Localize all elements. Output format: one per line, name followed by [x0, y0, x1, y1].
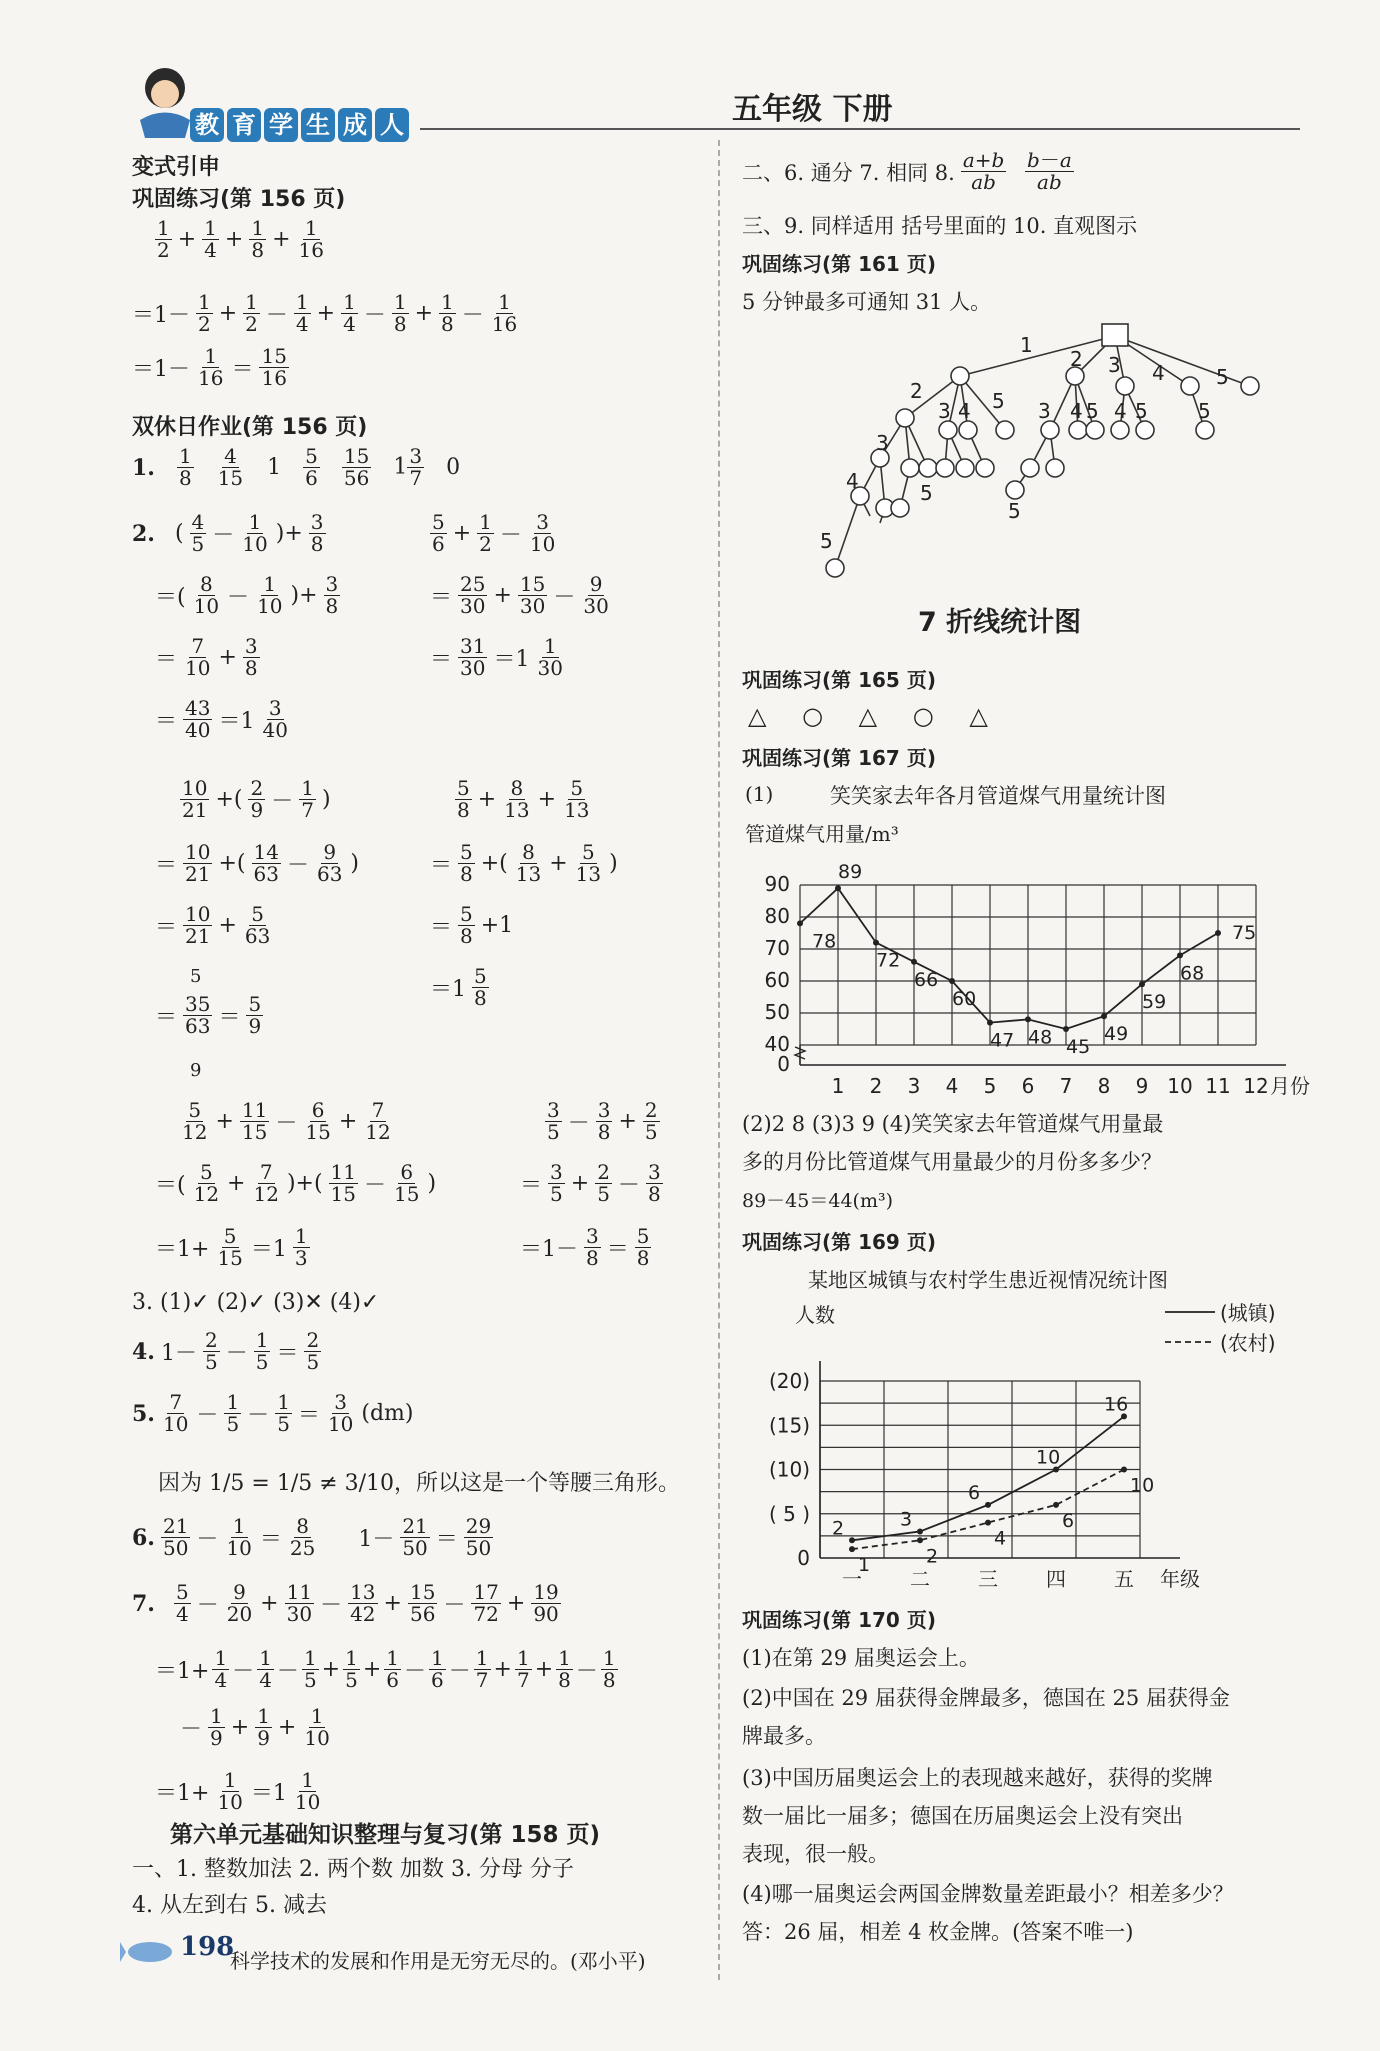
answer-line: 答：26 届，相差 4 枚金牌。(答案不唯一) [742, 1920, 1134, 1944]
y-tick-label: 0 [797, 1546, 810, 1570]
data-point [1101, 1013, 1107, 1019]
math-line: ＝ $\frac{3}{5}$ + $\frac{2}{5}$ － $\frac{3}{8}$ [520, 1160, 661, 1206]
shape-answers: △ ○ △ ○ △ [748, 702, 1002, 730]
data-label: 49 [1104, 1023, 1129, 1046]
math-line: ＝1 $\frac{5}{8}$ [430, 964, 487, 1010]
data-label: 10 [1036, 1446, 1061, 1469]
notification-tree-diagram [780, 318, 1260, 588]
x-tick-label: 3 [907, 1074, 921, 1098]
data-label: 3 [900, 1508, 913, 1531]
tree-label: 5 [820, 529, 833, 553]
tree-label: 4 [958, 399, 971, 423]
cancel-note: 9 [190, 1060, 202, 1081]
section-title: 巩固练习(第 169 页) [742, 1230, 936, 1254]
data-label: 16 [1104, 1393, 1129, 1416]
y-tick-label: (20) [768, 1369, 810, 1393]
page-number: 198 [180, 1932, 235, 1962]
data-label: 48 [1028, 1026, 1053, 1049]
x-tick-label: 2 [869, 1074, 883, 1098]
y-tick-label: 40 [764, 1032, 790, 1056]
x-tick-label: 5 [983, 1074, 997, 1098]
data-label: 66 [914, 968, 939, 991]
answer-line: (2)中国在 29 届获得金牌最多，德国在 25 届获得金 [742, 1686, 1230, 1710]
data-point [949, 978, 955, 984]
y-tick-label: (15) [768, 1413, 810, 1438]
data-label: 45 [1066, 1036, 1091, 1058]
data-point [1139, 981, 1145, 987]
data-point [797, 920, 803, 926]
data-point [1177, 952, 1183, 958]
y-tick-label: 90 [764, 872, 790, 896]
math-line: ＝ $\frac{10}{21}$ + $\frac{5}{63}$ [155, 902, 271, 948]
data-point [1053, 1502, 1059, 1508]
math-line: $\frac{1}{2}$ + $\frac{1}{4}$ + $\frac{1}{8}$ + $\frac{1}{16}$ [157, 216, 324, 262]
grade-label: 五年级 下册 [732, 92, 893, 127]
tree-label: 3 [1038, 399, 1051, 423]
data-label: 6 [968, 1481, 981, 1504]
gas-usage-line-chart [750, 850, 1320, 1100]
y-tick-label: 70 [764, 936, 790, 960]
y-tick-label: 80 [764, 904, 790, 928]
x-tick-label: 三 [978, 1567, 998, 1591]
answer-line: 5 分钟最多可通知 31 人。 [742, 290, 992, 314]
tree-label: 4 [846, 469, 859, 493]
math-line: ＝ $\frac{5}{8}$ +( $\frac{8}{13}$ + $\frac{5}{13}$ ) [430, 840, 618, 886]
review-answers: 4. 从左到右 5. 减去 [132, 1893, 327, 1918]
section-title: 变式引申 [132, 155, 221, 180]
math-line: ＝ $\frac{7}{10}$ + $\frac{3}{8}$ [155, 634, 258, 680]
math-line: 7. $\frac{5}{4}$ － $\frac{9}{20}$ + $\frac{11}{30}$ － $\frac{13}{42}$ + $\frac{15}{56}$ － $\frac{17}{72}$ + $\frac{19}{90}$ [132, 1580, 559, 1626]
data-point [1025, 1016, 1031, 1022]
chart-prefix: (1) [745, 782, 774, 806]
section-title: 巩固练习(第 161 页) [742, 252, 936, 276]
cancel-note: 5 [190, 966, 202, 987]
math-line: ＝ $\frac{5}{8}$ +1 [430, 902, 514, 948]
data-point [911, 959, 917, 965]
tree-label: 5 [992, 389, 1005, 413]
q1-answers: 1. $\frac{1}{8}$ $\frac{4}{15}$ 1 $\frac{5}{6}$ $\frac{15}{56}$ 1 $\frac{3}{7}$ 0 [132, 444, 461, 490]
data-point [985, 1502, 991, 1508]
data-label: 1 [858, 1554, 871, 1577]
answer-line: 89－45＝44(m³) [742, 1190, 893, 1212]
chapter-title: 7 折线统计图 [918, 607, 1082, 638]
data-point [917, 1537, 923, 1543]
tree-label: 4 [1070, 399, 1083, 423]
math-line: 6. $\frac{21}{50}$ － $\frac{1}{10}$ ＝ $\frac{8}{25}$ 1－ $\frac{21}{50}$ ＝ $\frac{29}{50}$ [132, 1514, 492, 1560]
section-title: 巩固练习(第 170 页) [742, 1608, 936, 1632]
brand-char: 生 [301, 108, 335, 142]
section-title: 巩固练习(第 156 页) [132, 187, 346, 212]
x-tick-label: 10 [1167, 1074, 1193, 1098]
math-line: ＝1+ $\frac{1}{4}$ － $\frac{1}{4}$ － $\frac{1}{5}$ + $\frac{1}{5}$ + $\frac{1}{6}$ － $\frac{1}{6}$ － $\frac{1}{7}$ + $\frac{1}{7}$ + $\frac{1}{8}$ － $\frac{1}{8}$ [155, 1646, 616, 1692]
y-tick-label: (10) [768, 1457, 810, 1482]
tree-label: 3 [876, 431, 889, 455]
data-label: 2 [832, 1517, 845, 1540]
fish-icon [120, 1930, 180, 1970]
x-tick-label: 12 [1243, 1074, 1269, 1098]
axis-break-icon [795, 1047, 805, 1059]
answer-value: 0 [446, 455, 461, 480]
data-point [1121, 1467, 1127, 1473]
brand-char: 人 [375, 108, 409, 142]
math-line: $\frac{5}{6}$ + $\frac{1}{2}$ － $\frac{3}{10}$ [432, 510, 556, 556]
math-line: ＝1－ $\frac{1}{16}$ ＝ $\frac{15}{16}$ [132, 344, 287, 390]
section-title: 巩固练习(第 167 页) [742, 746, 936, 770]
brand-title [190, 108, 409, 142]
answer-line: 牌最多。 [742, 1724, 826, 1748]
data-label: 75 [1232, 922, 1257, 944]
answer-value: 1 [393, 454, 408, 480]
section-title: 巩固练习(第 165 页) [742, 668, 936, 692]
data-label: 60 [952, 988, 977, 1010]
math-line: ＝1+ $\frac{1}{10}$ ＝1 $\frac{1}{10}$ [155, 1768, 321, 1814]
legend-label: (城镇) [1220, 1301, 1276, 1325]
math-line: － $\frac{1}{9}$ + $\frac{1}{9}$ + $\frac{1}{10}$ [180, 1704, 330, 1750]
math-line: ＝1－ $\frac{1}{2}$ + $\frac{1}{2}$ － $\frac{1}{4}$ + $\frac{1}{4}$ － $\frac{1}{8}$ + $\frac{1}{8}$ － $\frac{1}{16}$ [132, 290, 518, 336]
x-tick-label: 五 [1114, 1567, 1134, 1591]
x-tick-label: 二 [910, 1567, 930, 1591]
answer-line: (4)哪一届奥运会两国金牌数量差距最小？相差多少？ [742, 1882, 1234, 1906]
brand-char: 教 [190, 108, 224, 142]
data-point [849, 1537, 855, 1543]
math-line: ＝1+ $\frac{5}{15}$ ＝1 $\frac{1}{3}$ [155, 1224, 308, 1270]
x-tick-label: 四 [1046, 1567, 1066, 1591]
data-point [849, 1546, 855, 1552]
x-tick-label: 7 [1059, 1074, 1073, 1098]
brand-char: 成 [338, 108, 372, 142]
math-line: $\frac{3}{5}$ － $\frac{3}{8}$ + $\frac{2}{5}$ [547, 1098, 658, 1144]
header-rule [420, 128, 1300, 130]
data-label: 4 [994, 1527, 1007, 1550]
tree-label: 5 [1008, 499, 1021, 523]
math-line: ＝( $\frac{8}{10}$ － $\frac{1}{10}$ )+ $\frac{3}{8}$ [155, 572, 339, 618]
review-answers: 一、1. 整数加法 2. 两个数 加数 3. 分母 分子 [132, 1857, 574, 1882]
answer-line: (3)中国历届奥运会上的表现越来越好，获得的奖牌 [742, 1766, 1213, 1790]
chart-ylabel: 管道煤气用量/m³ [745, 822, 899, 846]
question-number: 1. [132, 454, 155, 481]
x-tick-label: 4 [945, 1074, 959, 1098]
q3-answers: 3. (1)✓ (2)✓ (3)✕ (4)✓ [132, 1290, 380, 1315]
x-axis-label: 月份 [1270, 1074, 1310, 1098]
tree-label: 5 [1086, 399, 1099, 423]
tree-label: 3 [938, 399, 951, 423]
data-label: 47 [990, 1029, 1015, 1052]
math-line: ＝( $\frac{5}{12}$ + $\frac{7}{12}$ )+( $\frac{11}{15}$ － $\frac{6}{15}$ ) [155, 1160, 437, 1206]
tree-label: 2 [910, 379, 923, 403]
tree-label: 5 [920, 481, 933, 505]
y-tick-label: 0 [777, 1052, 790, 1076]
math-line: $\frac{5}{8}$ + $\frac{8}{13}$ + $\frac{5}{13}$ [457, 776, 590, 822]
answer-line: 多的月份比管道煤气用量最少的月份多多少？ [742, 1150, 1162, 1174]
x-axis-label: 年级 [1160, 1567, 1200, 1591]
y-tick-label: 60 [764, 968, 790, 992]
math-line: $\frac{5}{12}$ + $\frac{11}{15}$ － $\frac{6}{15}$ + $\frac{7}{12}$ [182, 1098, 391, 1144]
tree-label: 5 [1198, 399, 1211, 423]
answer-line: 三、9. 同样适用 括号里面的 10. 直观图示 [742, 214, 1138, 238]
footer-quote: 科学技术的发展和作用是无穷无尽的。(邓小平) [230, 1949, 646, 1973]
answer-value: 1 [267, 455, 282, 480]
x-tick-label: 8 [1097, 1074, 1111, 1098]
tree-label: 5 [1216, 365, 1229, 389]
answer-line: 数一届比一届多；德国在历届奥运会上没有突出 [742, 1804, 1183, 1828]
tree-label: 5 [1135, 399, 1148, 423]
rural-series-line [852, 1470, 1124, 1550]
data-label: 59 [1142, 991, 1167, 1014]
answer-line: (1)在第 29 届奥运会上。 [742, 1646, 980, 1670]
brand-char: 学 [264, 108, 298, 142]
math-line: ＝1－ $\frac{3}{8}$ ＝ $\frac{5}{8}$ [520, 1224, 650, 1270]
myopia-line-chart [750, 1300, 1320, 1600]
chart-title: 笑笑家去年各月管道煤气用量统计图 [830, 784, 1166, 808]
brand-char: 育 [227, 108, 261, 142]
legend-label: (农村) [1220, 1331, 1276, 1355]
math-line: $\frac{10}{21}$ +( $\frac{2}{9}$ － $\frac{1}{7}$ ) [182, 776, 331, 822]
math-line: 5. $\frac{7}{10}$ － $\frac{1}{5}$ － $\frac{1}{5}$ ＝ $\frac{3}{10}$ (dm) [132, 1390, 414, 1436]
x-tick-label: 一 [842, 1567, 862, 1591]
data-label: 89 [838, 861, 863, 884]
data-label: 6 [1062, 1509, 1075, 1532]
x-tick-label: 1 [831, 1074, 845, 1098]
data-point [873, 940, 879, 946]
section-title: 双休日作业(第 156 页) [132, 415, 368, 440]
x-tick-label: 6 [1021, 1074, 1035, 1098]
data-point [985, 1520, 991, 1526]
data-point [1063, 1026, 1069, 1032]
answer-line: 二、6. 通分 7. 相同 8. $\frac{a+b}{ab}$ $\frac{b-a}{ab}$ [742, 148, 1072, 194]
q5-reason: 因为 1/5 = 1/5 ≠ 3/10，所以这是一个等腰三角形。 [158, 1471, 681, 1496]
data-label: 68 [1180, 962, 1205, 985]
tree-label: 1 [1020, 333, 1033, 357]
math-line: 4. 1－ $\frac{2}{5}$ － $\frac{1}{5}$ ＝ $\frac{2}{5}$ [132, 1328, 320, 1374]
math-line: ＝ $\frac{43}{40}$ ＝1 $\frac{3}{40}$ [155, 696, 288, 742]
column-divider [718, 140, 720, 1980]
chart-title: 某地区城镇与农村学生患近视情况统计图 [808, 1268, 1168, 1292]
section-title: 第六单元基础知识整理与复习(第 158 页) [170, 1822, 601, 1848]
x-tick-label: 9 [1135, 1074, 1149, 1098]
data-label: 78 [812, 930, 837, 953]
answer-line: 表现，很一般。 [742, 1842, 889, 1866]
data-label: 10 [1130, 1474, 1155, 1497]
y-tick-label: 50 [764, 1000, 790, 1024]
tree-label: 3 [1108, 353, 1121, 377]
math-line: 2. ( $\frac{4}{5}$ － $\frac{1}{10}$ )+ $\frac{3}{8}$ [132, 510, 324, 556]
data-point [1215, 930, 1221, 936]
tree-label: 2 [1070, 347, 1083, 371]
y-tick-label: ( 5 ) [768, 1501, 810, 1526]
data-label: 72 [876, 949, 901, 972]
math-line: ＝ $\frac{31}{30}$ ＝1 $\frac{1}{30}$ [430, 634, 563, 680]
y-axis-label: 人数 [795, 1303, 835, 1327]
tree-label: 4 [1152, 361, 1165, 385]
math-line: ＝ $\frac{35}{63}$ ＝ $\frac{5}{9}$ [155, 992, 262, 1038]
answer-line: (2)2 8 (3)3 9 (4)笑笑家去年管道煤气用量最 [742, 1112, 1164, 1136]
tree-label: 4 [1114, 399, 1127, 423]
data-point [987, 1020, 993, 1026]
data-point [917, 1528, 923, 1534]
math-line: ＝ $\frac{25}{30}$ + $\frac{15}{30}$ － $\frac{9}{30}$ [430, 572, 609, 618]
data-point [835, 885, 841, 891]
x-tick-label: 11 [1205, 1074, 1231, 1098]
answer-text: 二、6. 通分 7. 相同 8. [742, 160, 955, 185]
math-line: ＝ $\frac{10}{21}$ +( $\frac{14}{63}$ － $\frac{9}{63}$ ) [155, 840, 360, 886]
data-label: 2 [926, 1545, 939, 1568]
